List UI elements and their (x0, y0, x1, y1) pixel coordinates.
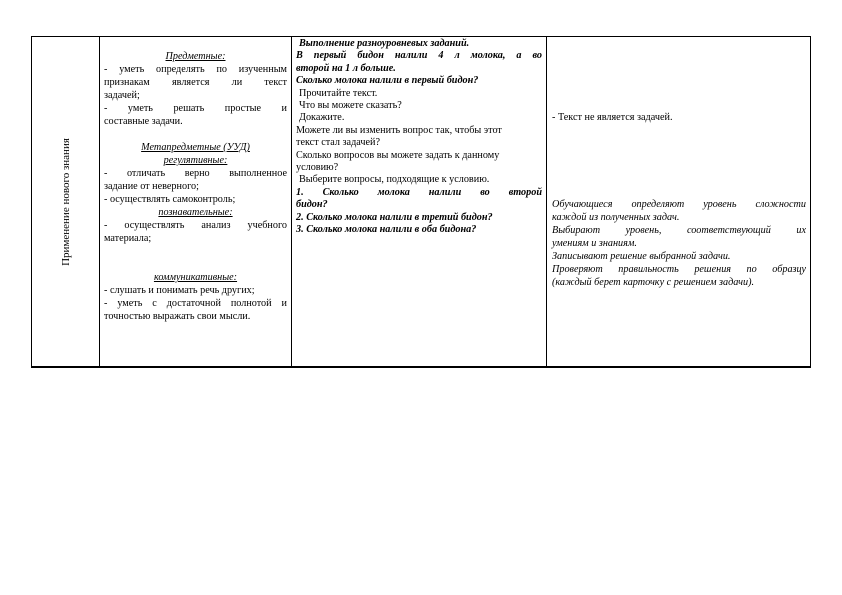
subject-header: Предметные: (165, 51, 226, 62)
choose-instruction: Выберите вопросы, подходящие к условию. (299, 174, 490, 186)
how-many-line: Сколько вопросов вы можете задать к данному (296, 149, 500, 161)
stage-label: Применение нового знания (59, 137, 72, 266)
cognitive-line: материала; (104, 233, 152, 244)
cognitive-line: - осуществлять анализ учебного (104, 220, 287, 231)
student-step: Обучающиеся определяют уровень сложности (552, 199, 806, 210)
communicative-header: коммуникативные: (153, 272, 238, 283)
meta-header: Метапредметные (УУД) (141, 142, 250, 153)
lesson-table-row (31, 36, 811, 368)
student-step: Выбирают уровень, соответствующий их (552, 225, 806, 236)
question-2: 2. Сколько молока налили в третий бидон? (296, 211, 493, 223)
regulatory-line: - осуществлять самоконтроль; (104, 194, 236, 205)
how-many-line: условию? (296, 162, 339, 174)
question-1: 1. Сколько молока налили во второй (296, 186, 542, 198)
question-3: 3. Сколько молока налили в оба бидона? (296, 224, 477, 236)
student-step: Проверяют правильность решения по образцу (552, 264, 806, 275)
cognitive-header: познавательные: (158, 207, 233, 218)
regulatory-line: задание от неверного; (104, 181, 199, 192)
stage-cell (32, 37, 100, 366)
change-question-line: Можете ли вы изменить вопрос так, чтобы этот (296, 124, 502, 136)
student-step: Записывают решение выбранной задачи. (552, 251, 731, 262)
task-title: Выполнение разноуровневых заданий. (299, 38, 470, 49)
student-step: (каждый берет карточку с решением задачи). (552, 277, 755, 288)
communicative-line: - слушать и понимать речь других; (104, 285, 255, 296)
question-1-cont: бидон? (296, 199, 328, 211)
student-step: умениям и знаниям. (552, 238, 637, 249)
communicative-line: - уметь с достаточной полнотой и (104, 298, 287, 309)
student-step: каждой из полученных задач. (552, 212, 680, 223)
regulatory-header: регулятивные: (163, 155, 228, 166)
subject-line: составные задачи. (104, 116, 183, 127)
prompt-say: Что вы можете сказать? (299, 100, 402, 112)
regulatory-line: - отличать верно выполненное (104, 168, 287, 179)
student-answer: - Текст не является задачей. (552, 112, 673, 123)
teacher-cell (292, 37, 547, 366)
subject-line: признакам является ли текст (104, 77, 287, 88)
change-question-line: текст стал задачей? (296, 137, 380, 149)
problem-line: второй на 1 л больше. (296, 62, 396, 74)
subject-line: - уметь решать простые и (104, 103, 287, 114)
results-cell (100, 37, 292, 366)
students-cell (547, 37, 810, 366)
problem-line: В первый бидон налили 4 л молока, а во (296, 50, 542, 62)
problem-question: Сколько молока налили в первый бидон? (296, 75, 479, 87)
prompt-read: Прочитайте текст. (299, 87, 378, 99)
subject-line: - уметь определять по изученным (104, 64, 287, 75)
subject-line: задачей; (104, 90, 140, 101)
prompt-prove: Докажите. (299, 112, 345, 124)
communicative-line: точностью выражать свои мысли. (104, 311, 251, 322)
